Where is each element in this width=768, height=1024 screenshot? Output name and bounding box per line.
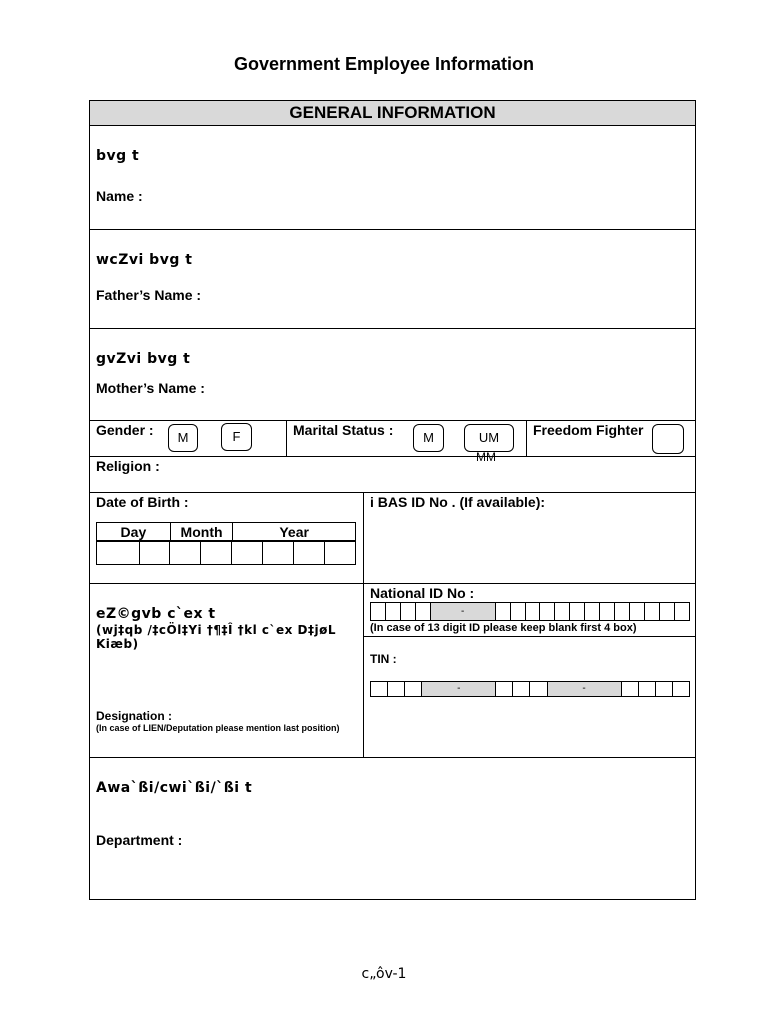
divider (90, 757, 695, 758)
date-of-birth-grid (96, 522, 356, 541)
dob-digit-box[interactable] (200, 542, 231, 565)
dob-digit-box[interactable] (231, 542, 262, 565)
divider (364, 636, 695, 637)
tin-digit-box[interactable] (388, 682, 405, 697)
nid-digit-box[interactable] (674, 603, 689, 621)
marital-unmarried-label: UM (478, 430, 500, 445)
divider (526, 420, 527, 456)
mother-name-label-bangla: gvZvi bvg t (96, 351, 191, 367)
page-number: c„ôv-1 (361, 966, 407, 982)
tin-label: TIN : (370, 652, 397, 666)
tin-separator: - (547, 682, 621, 697)
tin-digit-box[interactable] (371, 682, 388, 697)
divider (90, 492, 695, 493)
nid-digit-box[interactable] (540, 603, 555, 621)
freedom-fighter-checkbox[interactable] (652, 424, 684, 454)
dob-month-header: Month (170, 523, 233, 541)
nid-digit-box[interactable] (385, 603, 400, 621)
date-of-birth-boxes (96, 541, 356, 565)
dob-digit-box[interactable] (293, 542, 324, 565)
designation-label-bangla: eZ©gvb c`ex t (96, 606, 216, 622)
marital-status-label: Marital Status : (293, 422, 394, 438)
nid-digit-box[interactable] (400, 603, 415, 621)
tin-digit-box[interactable] (638, 682, 655, 697)
tin-digit-box[interactable] (530, 682, 547, 697)
dob-digit-box[interactable] (169, 542, 200, 565)
religion-label: Religion : (96, 458, 160, 474)
nid-digit-box[interactable] (615, 603, 630, 621)
divider (90, 420, 695, 421)
tin-boxes (370, 681, 690, 697)
divider (286, 420, 287, 456)
department-label: Department : (96, 832, 183, 848)
nid-digit-box[interactable] (415, 603, 430, 621)
tin-digit-box[interactable] (621, 682, 638, 697)
designation-note-bangla: (wj‡qb /‡cÖl‡Yi †¶‡Î †kl c`ex D‡jøL Kiæb) (96, 623, 337, 651)
designation-label: Designation : (96, 709, 173, 723)
gender-male-checkbox[interactable]: M (168, 424, 198, 452)
dob-digit-box[interactable] (324, 542, 355, 565)
nid-digit-box[interactable] (371, 603, 386, 621)
tin-digit-box[interactable] (672, 682, 689, 697)
national-id-label: National ID No : (370, 585, 475, 601)
dob-day-header: Day (97, 523, 171, 541)
document-title: Government Employee Information (233, 54, 535, 74)
gender-label: Gender : (96, 422, 154, 438)
nid-digit-box[interactable] (659, 603, 674, 621)
divider (90, 456, 695, 457)
gender-female-checkbox[interactable]: F (221, 423, 252, 451)
dob-digit-box[interactable] (97, 542, 140, 565)
ibas-id-label: i BAS ID No . (If available): (370, 494, 546, 510)
date-of-birth-label: Date of Birth : (96, 494, 189, 510)
father-name-label: Father’s Name : (96, 287, 202, 303)
nid-digit-box[interactable] (510, 603, 525, 621)
section-heading: GENERAL INFORMATION (90, 101, 695, 126)
dob-year-header: Year (233, 523, 356, 541)
tin-digit-box[interactable] (405, 682, 422, 697)
nid-digit-box[interactable] (555, 603, 570, 621)
name-label-bangla: bvg t (96, 148, 140, 164)
divider (90, 229, 695, 230)
nid-digit-box[interactable] (645, 603, 660, 621)
nid-digit-box[interactable] (630, 603, 645, 621)
employee-info-form (89, 100, 696, 900)
tin-digit-box[interactable] (655, 682, 672, 697)
national-id-note: (In case of 13 digit ID please keep blank first 4 box) (370, 622, 637, 634)
nid-separator: - (430, 603, 495, 621)
divider (363, 492, 364, 757)
divider (90, 328, 695, 329)
name-label: Name : (96, 188, 143, 204)
freedom-fighter-label: Freedom Fighter (533, 422, 644, 438)
dob-digit-box[interactable] (262, 542, 293, 565)
nid-digit-box[interactable] (585, 603, 600, 621)
dob-digit-box[interactable] (139, 542, 169, 565)
nid-digit-box[interactable] (600, 603, 615, 621)
national-id-boxes (370, 602, 690, 621)
designation-note: (In case of LIEN/Deputation please mention last position) (96, 723, 340, 733)
nid-digit-box[interactable] (570, 603, 585, 621)
nid-digit-box[interactable] (495, 603, 510, 621)
marital-other-label: MM (476, 450, 496, 464)
tin-digit-box[interactable] (513, 682, 530, 697)
divider (90, 583, 695, 584)
father-name-label-bangla: wcZvi bvg t (96, 252, 193, 268)
tin-digit-box[interactable] (496, 682, 513, 697)
mother-name-label: Mother’s Name : (96, 380, 205, 396)
marital-unmarried-checkbox[interactable] (464, 424, 514, 452)
nid-digit-box[interactable] (525, 603, 540, 621)
department-label-bangla: Awa`ßi/cwi`ßi/`ßi t (96, 780, 253, 796)
tin-separator: - (422, 682, 496, 697)
marital-married-checkbox[interactable]: M (413, 424, 444, 452)
